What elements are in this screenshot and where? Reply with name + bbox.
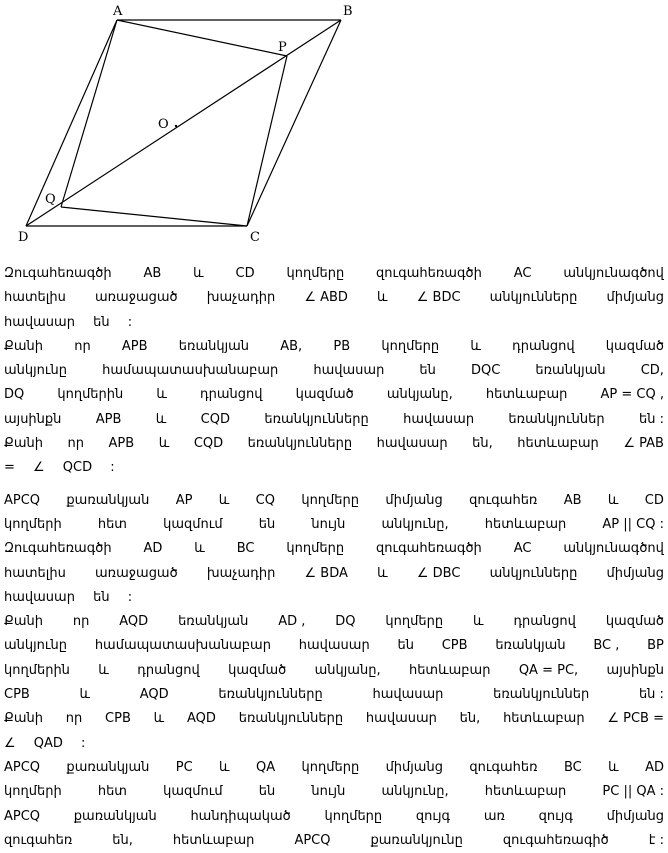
proof-line: APCQ քառանկյան հանդիպակած կողմերը զույգ առ զույգ միմյանց [4,808,664,824]
geometry-figure [0,0,668,250]
label-p: P [278,40,287,55]
segment-ap [117,20,287,56]
proof-line: կողմերի հետ կազմում են նույն անկյունը, հետևաբար AP || CQ : [4,516,664,532]
label-d: D [18,230,29,245]
proof-line: կողմերի հետ կազմում են նույն անկյունը, հետևաբար PC || QA : [4,784,664,800]
label-b: B [343,4,353,19]
proof-line: զուգահեռ են, հետևաբար APCQ քառանկյունը զուգահեռագիծ է : [4,832,664,848]
proof-line: այսինքն APB և CQD եռանկյունները հավասար եռանկյուններ են : [4,411,664,427]
proof-line: CPB և AQD եռանկյունները հավասար եռանկյուններ են : [4,687,664,703]
proof-line: DQ կողմերին և դրանցով կազմած անկյանը, հետևաբար AP = CQ , [4,387,664,403]
side-da [26,20,117,226]
label-c: C [250,230,260,245]
segment-qa [61,20,117,207]
point-o [175,125,177,127]
label-q: Q [45,192,56,207]
proof-line: կողմերին և դրանցով կազմած անկյանը, հետևաբար QA = PC, այսինքն [4,662,664,678]
proof-line: Քանի որ CPB և AQD եռանկյունները հավասար են, հետևաբար ∠ PCB = [4,711,664,727]
proof-line: հավասար են : [4,314,133,330]
proof-line: Քանի որ AQD եռանկյան AD , DQ կողմերը և դրանցով կազմած [4,614,664,630]
proof-line: ∠ QAD : [4,735,86,751]
proof-line: անկյունը համապատասխանաբար հավասար են CPB եռանկյան BC , BP [4,638,664,654]
proof-text [4,262,664,853]
proof-line: Քանի որ APB և CQD եռանկյունները հավասար են, հետևաբար ∠ PAB [4,436,664,452]
proof-line: անկյունը համապատասխանաբար հավասար են DQC եռանկյան CD, [4,363,664,379]
label-a: A [113,4,123,19]
segment-cq [61,207,247,226]
proof-line: հատելիս առաջացած խաչադիր ∠ BDA և ∠ DBC անկյունները միմյանց [4,565,664,581]
label-o: O [158,117,169,132]
proof-line: հատելիս առաջացած խաչադիր ∠ ABD և ∠ BDC անկյունները միմյանց [4,290,664,306]
proof-line: APCQ քառանկյան AP և CQ կողմերը միմյանց զուգահեռ AB և CD [4,492,664,508]
proof-line: Քանի որ APB եռանկյան AB, PB կողմերը և դրանցով կազմած [4,338,664,354]
proof-line: = ∠ QCD : [4,460,115,476]
proof-line: APCQ քառանկյան PC և QA կողմերը միմյանց զուգահեռ BC և AD [4,759,664,775]
proof-line: Զուգահեռագծի AD և BC կողմերը զուգահեռագծի AC անկյունագծով [4,541,664,557]
proof-line: հավասար են : [4,589,133,605]
paragraph-gap [4,481,664,489]
proof-line: Զուգահեռագծի AB և CD կողմերը զուգահեռագծի AC անկյունագծով [4,266,664,281]
segment-pc [247,56,287,226]
